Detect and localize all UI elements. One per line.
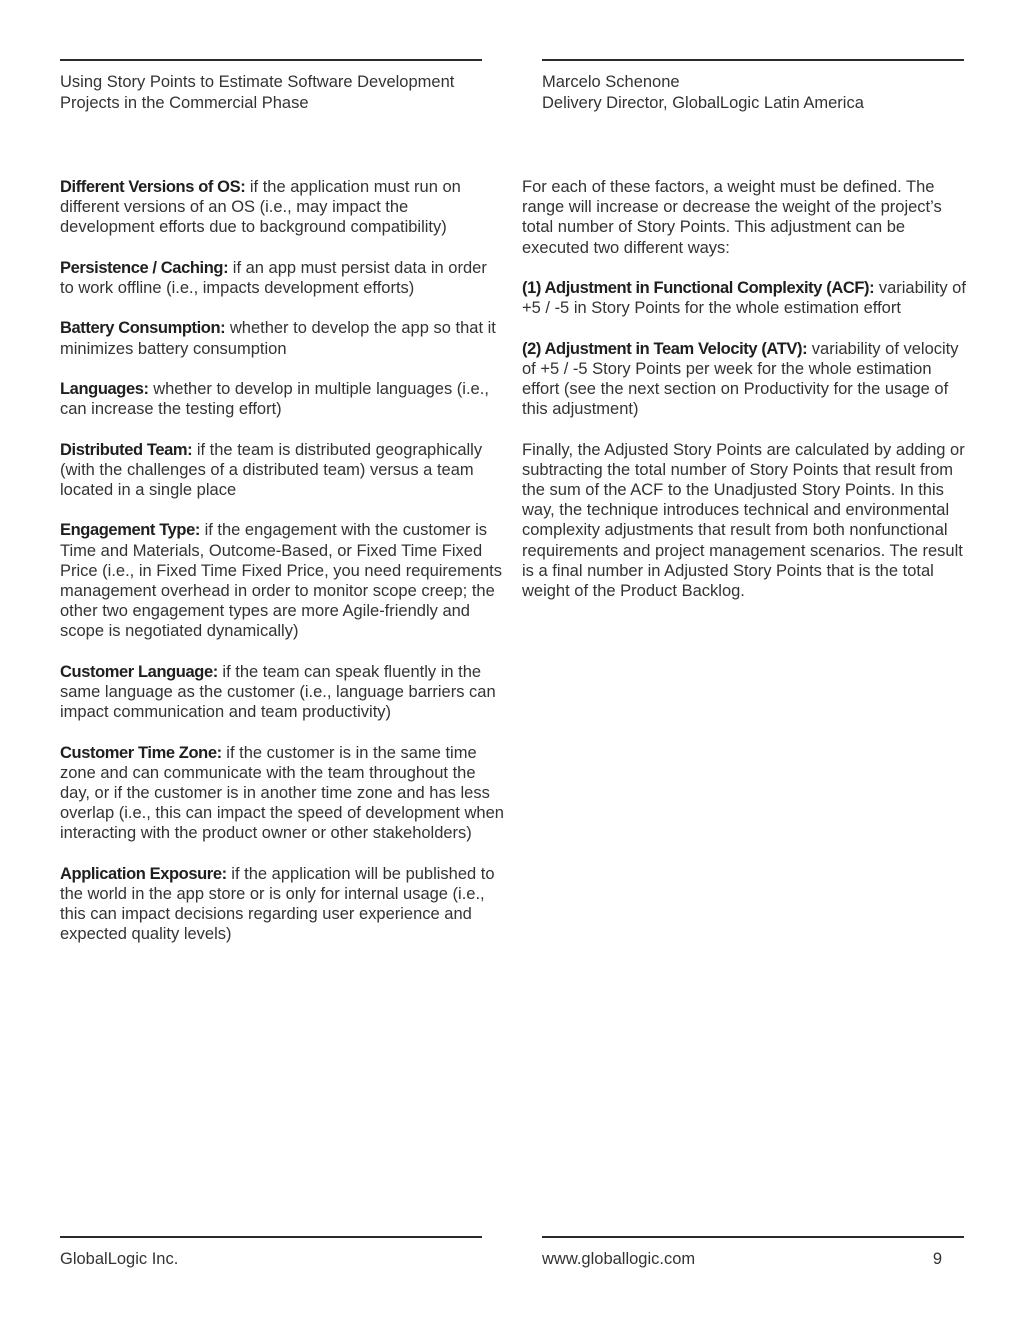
factor-description: whether to develop in multiple languages (i.e., can increase the testing effort)	[60, 379, 489, 419]
factor-term: Distributed Team:	[60, 440, 193, 459]
footer-website-link[interactable]: www.globallogic.com	[542, 1250, 696, 1268]
acf-paragraph	[522, 278, 966, 318]
header-rule-left	[60, 59, 482, 61]
author-block	[542, 72, 964, 113]
document-title-line2: Projects in the Commercial Phase	[60, 93, 309, 112]
factor-description: whether to develop the app so that it minimizes battery consumption	[60, 319, 496, 358]
weight-intro-paragraph: For each of these factors, a weight must be defined. The range will increase or decrease the weight of the project’s total number of Story Points. This adjustment can be executed two different ways:	[522, 178, 942, 257]
header-rule-right	[542, 59, 964, 61]
factor-term: Different Versions of OS:	[60, 178, 246, 196]
factor-description: if the customer is in the same time zone and can communicate with the team throughout the day, or if the customer is in another time zone and has less overlap (i.e., this can impact the speed of development when interacting with the product owner or other stakeholders)	[60, 743, 504, 843]
factor-paragraph	[60, 440, 504, 501]
factor-description: if the engagement with the customer is Time and Materials, Outcome-Based, or Fixed Time Fixed Price (i.e., in Fixed Time Fixed Price, you need requirements management overhead in order to monitor scope creep; the other two engagement types are more Agile-friendly and scope is negotiated dynamically)	[60, 521, 503, 641]
factor-paragraph	[60, 318, 504, 358]
factor-term: Battery Consumption:	[60, 319, 226, 338]
factor-description: if the application will be published to the world in the app store or is only for internal usage (i.e., this can impact decisions regarding user experience and expected quality levels)	[60, 864, 495, 944]
left-column	[60, 177, 504, 965]
atv-paragraph	[522, 339, 966, 420]
footer-rule-left	[60, 1236, 482, 1238]
atv-description: variability of velocity of +5 / -5 Story Points per week for the whole estimation effort (see the next section on Productivity for the usage of this adjustment)	[522, 339, 959, 419]
factor-description: if the team can speak fluently in the same language as the customer (i.e., language barriers can impact communication and team productivity)	[60, 662, 496, 722]
document-title	[60, 72, 490, 113]
footer-company: GlobalLogic Inc.	[60, 1250, 179, 1268]
conclusion-paragraph: Finally, the Adjusted Story Points are calculated by adding or subtracting the total number of Story Points that result from the sum of the ACF to the Unadjusted Story Points. In this way, the technique introduces technical and environmental complexity adjustments that result from both nonfunctional requirements and project management scenarios. The result is a final number in Adjusted Story Points that is the total weight of the Product Backlog.	[522, 440, 965, 601]
factor-paragraph	[60, 743, 504, 844]
acf-description: variability of +5 / -5 in Story Points for the whole estimation effort	[522, 279, 966, 318]
factor-term: Engagement Type:	[60, 521, 200, 540]
acf-term: (1) Adjustment in Functional Complexity (ACF):	[522, 279, 875, 297]
footer-rule-right	[542, 1236, 964, 1238]
factor-term: Customer Language:	[60, 662, 218, 681]
factor-description: if an app must persist data in order to work offline (i.e., impacts development efforts)	[60, 258, 487, 297]
factor-paragraph	[60, 177, 504, 238]
document-title-line1: Using Story Points to Estimate Software Development	[60, 73, 455, 91]
author-name: Marcelo Schenone	[542, 73, 680, 91]
factor-paragraph	[60, 379, 504, 419]
atv-term: (2) Adjustment in Team Velocity (ATV):	[522, 339, 808, 358]
factor-description: if the application must run on different versions of an OS (i.e., may impact the development efforts due to background compatibility)	[60, 178, 461, 237]
page-number: 9	[932, 1250, 942, 1268]
factor-term: Application Exposure:	[60, 864, 227, 883]
factor-paragraph	[60, 662, 504, 723]
factor-term: Languages:	[60, 379, 149, 398]
factor-term: Customer Time Zone:	[60, 743, 222, 762]
right-column	[522, 177, 966, 621]
factor-description: if the team is distributed geographically (with the challenges of a distributed team) versus a team located in a single place	[60, 440, 483, 499]
factor-paragraph	[60, 520, 504, 641]
factor-paragraph	[60, 864, 504, 945]
factor-term: Persistence / Caching:	[60, 258, 229, 277]
factor-paragraph	[60, 258, 504, 298]
author-role: Delivery Director, GlobalLogic Latin America	[542, 93, 864, 112]
